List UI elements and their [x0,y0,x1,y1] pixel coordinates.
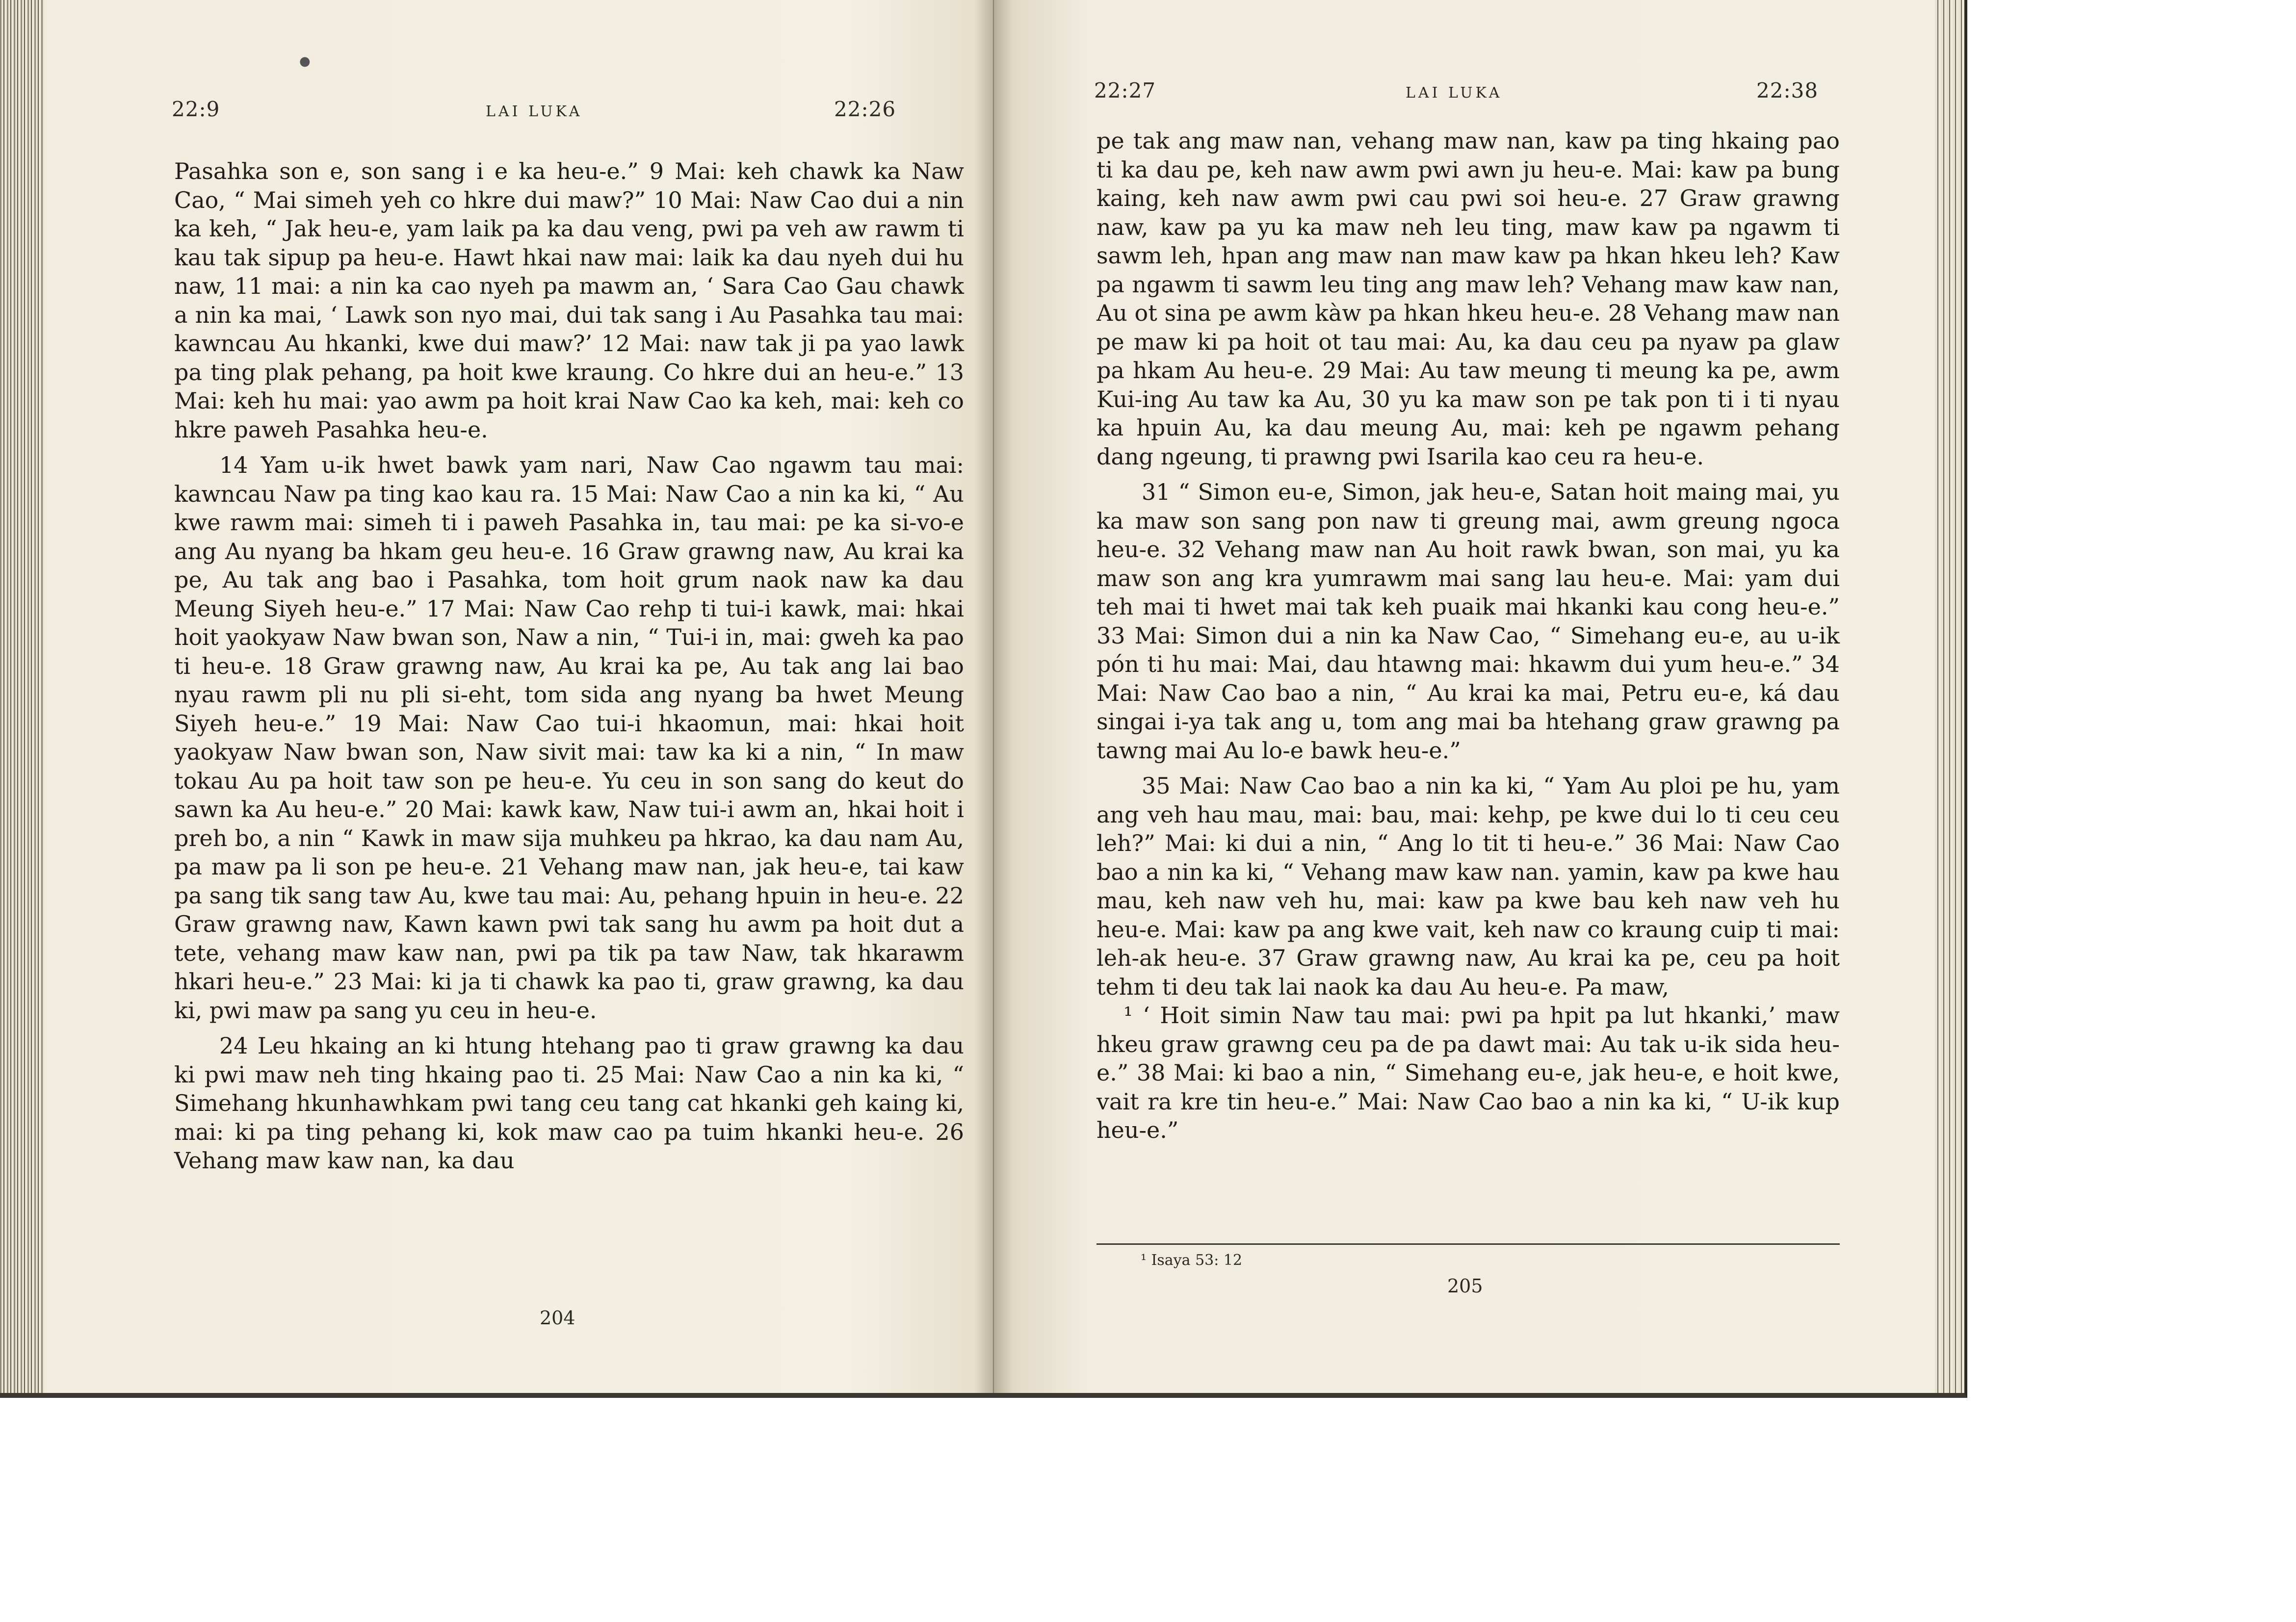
book-gutter [974,0,1013,1393]
right-page [993,0,1938,1393]
left-header-title: LAI LUKA [486,103,583,120]
left-header-chapter-verse-start: 22:9 [172,97,220,121]
left-page-edges [0,0,44,1393]
left-page [44,0,993,1393]
left-paragraph-1: Pasahka son e, son sang i e ka heu-e.” 9 Mai: keh chawk ka Naw Cao, “ Mai simeh yeh co hkre dui maw?” 10 Mai: Naw Cao dui a nin ka keh, “ Jak heu-e, yam laik pa ka dau veng, pwi pa veh aw rawm ti kau tak sipup pa heu-e. Hawt hkai naw mai: laik ka dau nyeh dui hu naw, 11 mai: a nin ka cao nyeh pa mawm an, ‘ Sara Cao Gau chawk a nin ka mai, ‘ Lawk son nyo mai, dui tak sang i Au Pasahka tau mai: kawncau Au hkanki, kwe dui maw?’ 12 Mai: naw tak ji pa yao lawk pa ting plak pehang, pa hoit kwe kraung. Co hkre dui an heu-e.” 13 Mai: keh hu mai: yao awm pa hoit krai Naw Cao ka keh, mai: keh co hkre paweh Pasahka heu-e. [174,158,964,443]
left-header-chapter-verse-end: 22:26 [834,97,896,121]
right-header-chapter-verse-end: 22:38 [1756,78,1819,103]
footnote: ¹ Isaya 53: 12 [1141,1252,1243,1269]
right-paragraph-1: pe tak ang maw nan, vehang maw nan, kaw pa ting hkaing pao ti ka dau pe, keh naw awm pwi awn ju heu-e. Mai: kaw pa bung kaing, keh naw awm pwi cau pwi soi heu-e. 27 Graw grawng naw, kaw pa yu ka maw neh leu ting, maw kaw pa ngawm ti sawm leh, hpan ang maw nan maw kaw pa hkan hkeu leh? Kaw pa ngawm ti sawm leu ting ang maw leh? Vehang maw kaw nan, Au ot sina pe awm kàw pa hkan hkeu heu-e. 28 Vehang maw nan pe maw ki pa hoit ot tau mai: Au, ka dau ceu pa nyaw pa glaw pa hkam Au heu-e. 29 Mai: Au taw meung ti meung ka pe, awm Kui-ing Au taw ka Au, 30 yu ka maw son pe tak pon ti i ti nyau ka hpuin Au, ka dau meung Au, mai: keh pe ngawm pehang dang ngeung, ti prawng pwi Isarila kao ceu ra heu-e. [1096,128,1840,470]
right-page-body [1096,127,1840,1145]
right-page-number: 205 [1447,1275,1483,1297]
right-header-title: LAI LUKA [1406,84,1503,102]
right-paragraph-2: 31 “ Simon eu-e, Simon, jak heu-e, Satan hoit maing mai, yu ka maw son sang pon naw ti greung mai, awm greung ngoca heu-e. 32 Vehang maw nan Au hoit rawk bwan, son mai, yu ka maw son ang kra yumrawm mai sang lau heu-e. Mai: yam dui teh mai ti hwet mai tak keh puaik mai hkanki kau cong heu-e.” 33 Mai: Simon dui a nin ka Naw Cao, “ Simehang eu-e, au u-ik pón ti hu mai: Mai, dau htawng mai: hkawm dui yum heu-e.” 34 Mai: Naw Cao bao a nin, “ Au krai ka mai, Petru eu-e, ká dau singai i-ya tak ang u, tom ang mai ba htehang graw grawng pa tawng mai Au lo-e bawk heu-e.” [1096,479,1840,764]
footnote-rule [1096,1243,1840,1245]
scan-background [1967,0,2296,1622]
print-mark: ● [299,54,311,69]
left-paragraph-2: 14 Yam u-ik hwet bawk yam nari, Naw Cao ngawm tau mai: kawncau Naw pa ting kao kau ra. 15 Mai: Naw Cao a nin ka ki, “ Au kwe rawm mai: simeh ti i paweh Pasahka in, tau mai: pe ka si-vo-e ang Au nyang ba hkam geu heu-e. 16 Graw grawng naw, Au krai ka pe, Au tak ang bao i Pasahka, tom hoit grum naok naw ka dau Meung Siyeh heu-e.” 17 Mai: Naw Cao rehp ti tui-i kawk, mai: hkai hoit yaokyaw Naw bwan son, Naw a nin, “ Tui-i in, mai: gweh ka pao ti heu-e. 18 Graw grawng naw, Au krai ka pe, Au tak ang lai bao nyau rawm pli nu pli si-eht, tom sida ang nyang ba hwet Meung Siyeh heu-e.” 19 Mai: Naw Cao tui-i hkaomun, mai: hkai hoit yaokyaw Naw bwan son, Naw sivit mai: taw ka ki a nin, “ In maw tokau Au pa hoit taw son pe heu-e. Yu ceu in son sang do keut do sawn ka Au heu-e.” 20 Mai: kawk kaw, Naw tui-i awm an, hkai hoit i preh bo, a nin “ Kawk in maw sija muhkeu pa hkrao, ka dau nam Au, pa maw pa li son pe heu-e. 21 Vehang maw nan, jak heu-e, tai kaw pa sang tik sang taw Au, kwe tau mai: Au, pehang hpuin in heu-e. 22 Graw grawng naw, Kawn kawn pwi tak sang hu awm pa hoit dut a tete, vehang maw kaw nan, pwi pa tik pa taw Naw, tak hkarawm hkari heu-e.” 23 Mai: ki ja ti chawk ka pao ti, graw grawng, ka dau ki, pwi maw pa sang yu ceu in heu-e. [174,452,964,1024]
right-header-chapter-verse-start: 22:27 [1094,78,1156,103]
left-paragraph-3: 24 Leu hkaing an ki htung htehang pao ti graw grawng ka dau ki pwi maw neh ting hkaing pao ti. 25 Mai: Naw Cao a nin ka ki, “ Simehang hkunhawhkam pwi tang ceu tang cat hkanki geh kaing ki, mai: ki pa ting pehang ki, kok maw cao pa tuim hkanki heu-e. 26 Vehang maw kaw nan, ka dau [174,1032,964,1174]
left-page-number: 204 [540,1307,575,1329]
left-page-body [174,157,964,1175]
right-quotation: ¹ ‘ Hoit simin Naw tau mai: pwi pa hpit pa lut hkanki,’ maw hkeu graw grawng ceu pa de pa dawt mai: Au tak u-ik sida heu-e.” 38 Mai: ki bao a nin, “ Simehang eu-e, jak heu-e, e hoit kwe, vait ra kre tin heu-e.” Mai: Naw Cao bao a nin ka ki, “ U-ik kup heu-e.” [1096,1002,1840,1143]
right-page-edges [1935,0,1964,1393]
right-paragraph-3: 35 Mai: Naw Cao bao a nin ka ki, “ Yam Au ploi pe hu, yam ang veh hau mau, mai: bau, mai: kehp, pe kwe dui lo ti ceu ceu leh?” Mai: ki dui a nin, “ Ang lo tit ti heu-e.” 36 Mai: Naw Cao bao a nin ka ki, “ Vehang maw kaw nan. yamin, kaw pa kwe hau mau, keh naw veh hu, mai: kaw pa kwe bau keh naw veh hu heu-e. Mai: kaw pa ang kwe vait, keh naw co kraung cuip ti mai: leh-ak heu-e. 37 Graw grawng naw, Au krai ka pe, ceu pa hoit tehm ti deu tak lai naok ka dau Au heu-e. Pa maw, [1096,772,1840,1000]
